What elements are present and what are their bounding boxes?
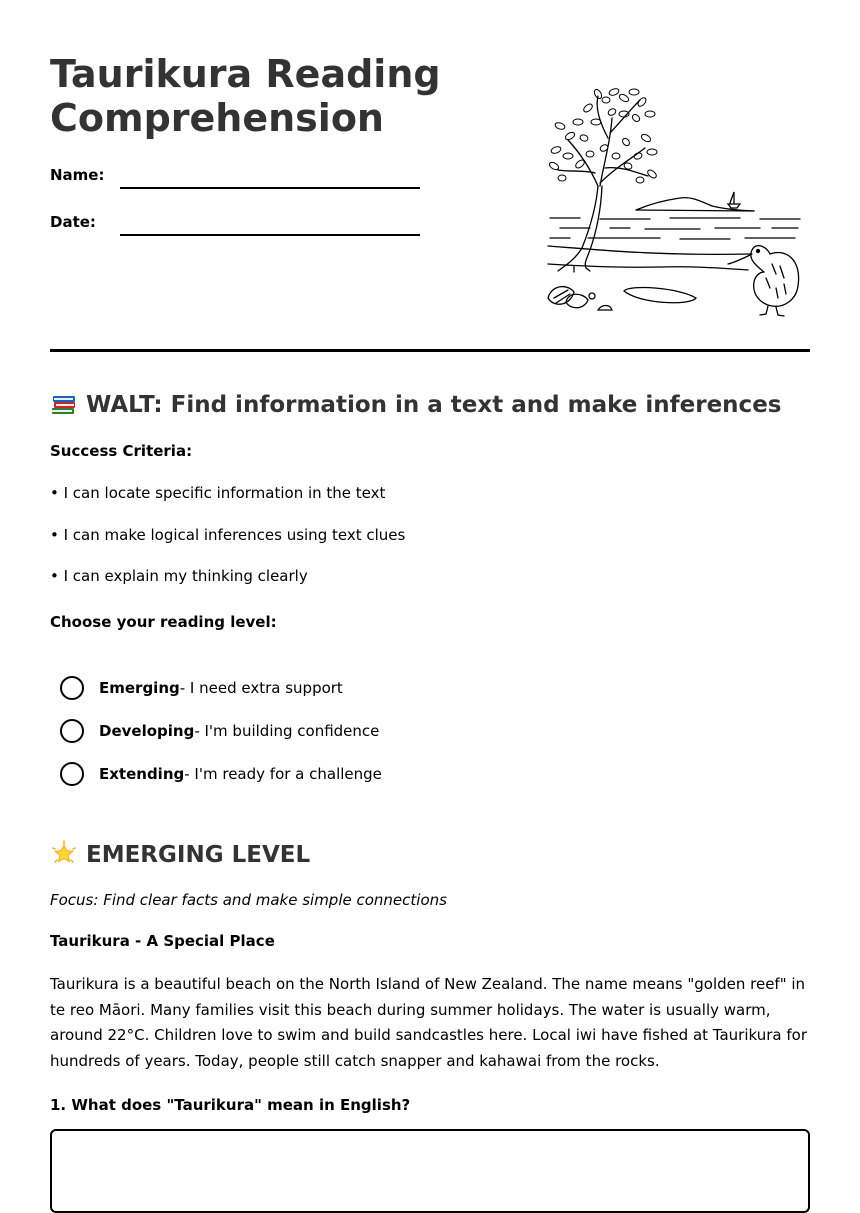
radio-emerging[interactable] xyxy=(60,676,84,700)
criterion-3: • I can explain my thinking clearly xyxy=(50,567,308,585)
name-line[interactable] xyxy=(120,187,420,189)
level-desc-developing: - I'm building confidence xyxy=(194,722,380,740)
level-desc-extending: - I'm ready for a challenge xyxy=(184,765,382,783)
criterion-1: • I can locate specific information in the text xyxy=(50,484,386,502)
level-option-extending[interactable] xyxy=(60,761,382,787)
level-name-emerging: Emerging xyxy=(99,679,180,697)
title-line-2: Comprehension xyxy=(50,96,384,140)
reading-passage: Taurikura is a beautiful beach on the North Island of New Zealand. The name means "golden reef" in te reo Māori. Many families visit this beach during summer holidays. The water is usually warm, around 22°C. Children love to swim and build sandcastles here. Local iwi have fished at Taurikura for hundreds of years. Today, people still catch snapper and kahawai from the rocks. xyxy=(50,975,808,1070)
date-label: Date: xyxy=(50,213,96,231)
date-line[interactable] xyxy=(120,234,420,236)
books-emoji-icon xyxy=(50,390,78,416)
level-name-developing: Developing xyxy=(99,722,195,740)
criterion-2: • I can make logical inferences using text clues xyxy=(50,526,406,544)
name-label: Name: xyxy=(50,166,105,184)
title-line-1: Taurikura Reading xyxy=(50,52,441,96)
walt-heading-text: WALT: Find information in a text and make inferences xyxy=(86,392,782,418)
question-1: 1. What does "Taurikura" mean in English? xyxy=(50,1096,411,1114)
answer-box-1[interactable] xyxy=(50,1129,810,1213)
level-desc-emerging: - I need extra support xyxy=(179,679,343,697)
radio-developing[interactable] xyxy=(60,719,84,743)
focus-text: Focus: Find clear facts and make simple connections xyxy=(50,891,447,909)
beach-kiwi-illustration xyxy=(540,78,810,318)
passage-title: Taurikura - A Special Place xyxy=(50,932,275,950)
section-divider xyxy=(50,349,810,352)
radio-extending[interactable] xyxy=(60,762,84,786)
level-prompt: Choose your reading level: xyxy=(50,613,277,631)
level-name-extending: Extending xyxy=(99,765,185,783)
emerging-heading-text: EMERGING LEVEL xyxy=(86,842,311,868)
emerging-heading xyxy=(50,840,310,869)
water-lines xyxy=(550,218,800,219)
level-option-emerging[interactable] xyxy=(60,675,343,701)
worksheet-title xyxy=(50,52,470,140)
tree-trunk xyxy=(562,186,598,268)
level-option-developing[interactable] xyxy=(60,718,379,744)
glowing-star-emoji-icon xyxy=(50,840,78,866)
kiwi-bird xyxy=(728,246,799,316)
success-criteria-label: Success Criteria: xyxy=(50,442,193,460)
walt-heading xyxy=(50,390,781,419)
surfboard xyxy=(624,287,696,302)
